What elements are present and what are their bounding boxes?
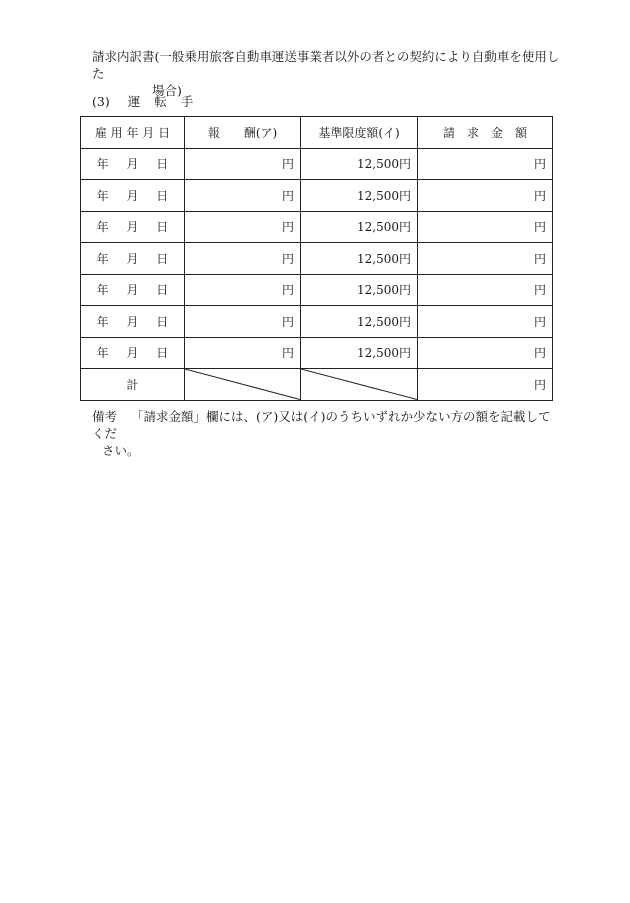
table-header-row <box>81 117 553 149</box>
total-reward-diagonal <box>185 369 301 401</box>
standard-limit-cell: 12,500円 <box>301 211 418 243</box>
header-claim-amount: 請 求 金 額 <box>418 117 553 149</box>
table-row <box>81 211 553 243</box>
reward-cell[interactable]: 円 <box>185 211 301 243</box>
table-row <box>81 274 553 306</box>
claim-amount-cell[interactable]: 円 <box>418 148 553 180</box>
reward-cell[interactable]: 円 <box>185 274 301 306</box>
diagonal-strike <box>301 369 417 400</box>
standard-limit-cell: 12,500円 <box>301 274 418 306</box>
standard-limit-cell: 12,500円 <box>301 148 418 180</box>
employment-date-cell[interactable]: 年 月 日 <box>81 180 185 212</box>
section-label: 運転手 <box>127 94 208 109</box>
section-number: (3) <box>92 94 110 109</box>
header-reward: 報 酬(ア) <box>185 117 301 149</box>
table-total-row <box>81 369 553 401</box>
standard-limit-cell: 12,500円 <box>301 180 418 212</box>
standard-limit-cell: 12,500円 <box>301 306 418 338</box>
claim-amount-cell[interactable]: 円 <box>418 306 553 338</box>
total-claim-amount[interactable]: 円 <box>418 369 553 401</box>
remarks <box>92 408 554 459</box>
header-standard-limit: 基準限度額(イ) <box>301 117 418 149</box>
reward-cell[interactable]: 円 <box>185 306 301 338</box>
table-row <box>81 148 553 180</box>
claim-table <box>80 116 553 401</box>
reward-cell[interactable]: 円 <box>185 180 301 212</box>
employment-date-cell[interactable]: 年 月 日 <box>81 243 185 275</box>
table-row <box>81 180 553 212</box>
document-title <box>92 48 562 99</box>
section-heading <box>92 94 207 110</box>
claim-amount-cell[interactable]: 円 <box>418 337 553 369</box>
employment-date-cell[interactable]: 年 月 日 <box>81 211 185 243</box>
total-limit-diagonal <box>301 369 418 401</box>
employment-date-cell[interactable]: 年 月 日 <box>81 274 185 306</box>
table-row <box>81 337 553 369</box>
remarks-label: 備考 <box>92 409 118 424</box>
employment-date-cell[interactable]: 年 月 日 <box>81 306 185 338</box>
reward-cell[interactable]: 円 <box>185 337 301 369</box>
title-line-1: 請求内訳書(一般乗用旅客自動車運送事業者以外の者との契約により自動車を使用した <box>92 49 560 81</box>
remarks-text-1: 「請求金額」欄には、(ア)又は(イ)のうちいずれか少ない方の額を記載してくだ <box>92 409 551 441</box>
remarks-text-2: さい。 <box>102 443 140 458</box>
reward-cell[interactable]: 円 <box>185 148 301 180</box>
standard-limit-cell: 12,500円 <box>301 243 418 275</box>
claim-amount-cell[interactable]: 円 <box>418 274 553 306</box>
table-row <box>81 306 553 338</box>
header-employment-date: 雇 用 年 月 日 <box>81 117 185 149</box>
title-line-2: 場合) <box>152 83 182 98</box>
claim-amount-cell[interactable]: 円 <box>418 211 553 243</box>
claim-amount-cell[interactable]: 円 <box>418 180 553 212</box>
employment-date-cell[interactable]: 年 月 日 <box>81 337 185 369</box>
claim-amount-cell[interactable]: 円 <box>418 243 553 275</box>
total-label: 計 <box>81 369 185 401</box>
employment-date-cell[interactable]: 年 月 日 <box>81 148 185 180</box>
table-row <box>81 243 553 275</box>
standard-limit-cell: 12,500円 <box>301 337 418 369</box>
diagonal-strike <box>185 369 300 400</box>
reward-cell[interactable]: 円 <box>185 243 301 275</box>
